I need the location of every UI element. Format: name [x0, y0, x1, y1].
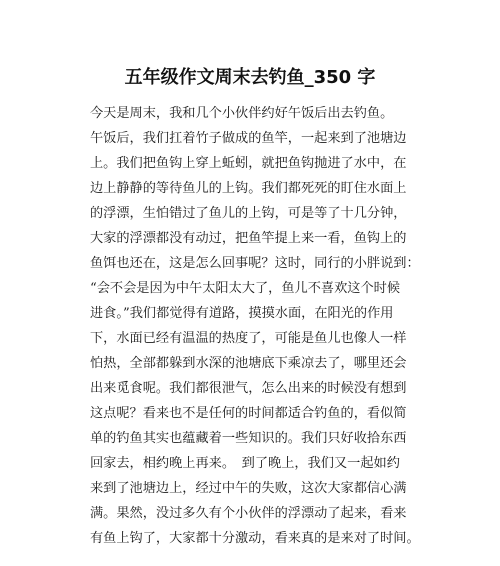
essay-line: 的浮漂，生怕错过了鱼儿的上钩，可是等了十几分钟， — [90, 206, 407, 221]
essay-line: 回家去，相约晚上再来。 到了晚上，我们又一起如约 — [90, 456, 400, 471]
essay-line: 鱼饵也还在，这是怎么回事呢？这时，同行的小胖说到： — [90, 256, 420, 271]
essay-line: 来到了池塘边上，经过中午的失败，这次大家都信心满 — [90, 481, 407, 496]
essay-line: 这点呢？看来也不是任何的时间都适合钓鱼的，看似简 — [90, 406, 407, 421]
essay-line: 满。果然，没过多久有个小伙伴的浮漂动了起来，看来 — [90, 506, 407, 521]
essay-line: 午饭后，我们扛着竹子做成的鱼竿，一起来到了池塘边 — [90, 131, 407, 146]
essay-line: 单的钓鱼其实也蕴藏着一些知识的。我们只好收拾东西 — [90, 431, 407, 446]
essay-line: 今天是周末，我和几个小伙伴约好午饭后出去钓鱼。 — [90, 106, 394, 121]
essay-line: 边上静静的等待鱼儿的上钩。我们都死死的盯住水面上 — [90, 181, 407, 196]
essay-line: 大家的浮漂都没有动过，把鱼竿提上来一看，鱼钩上的 — [90, 231, 407, 246]
essay-line: 下，水面已经有温温的热度了，可能是鱼儿也像人一样 — [90, 331, 407, 346]
essay-line: 有鱼上钩了，大家都十分激动，看来真的是来对了时间。 — [90, 531, 420, 546]
document-title: 五年级作文周末去钓鱼_350 字 — [124, 67, 376, 88]
essay-body — [90, 101, 420, 551]
essay-line: 上。我们把鱼钩上穿上蚯蚓，就把鱼钩抛进了水中，在 — [90, 156, 407, 171]
essay-line: 怕热，全部都躲到水深的池塘底下乘凉去了，哪里还会 — [90, 356, 407, 371]
essay-line: “会不会是因为中午太阳太大了，鱼儿不喜欢这个时候 — [90, 281, 401, 296]
essay-line: 出来觅食呢。我们都很泄气，怎么出来的时候没有想到 — [90, 381, 407, 396]
essay-line: 进食。”我们都觉得有道路，摸摸水面，在阳光的作用 — [90, 306, 394, 321]
